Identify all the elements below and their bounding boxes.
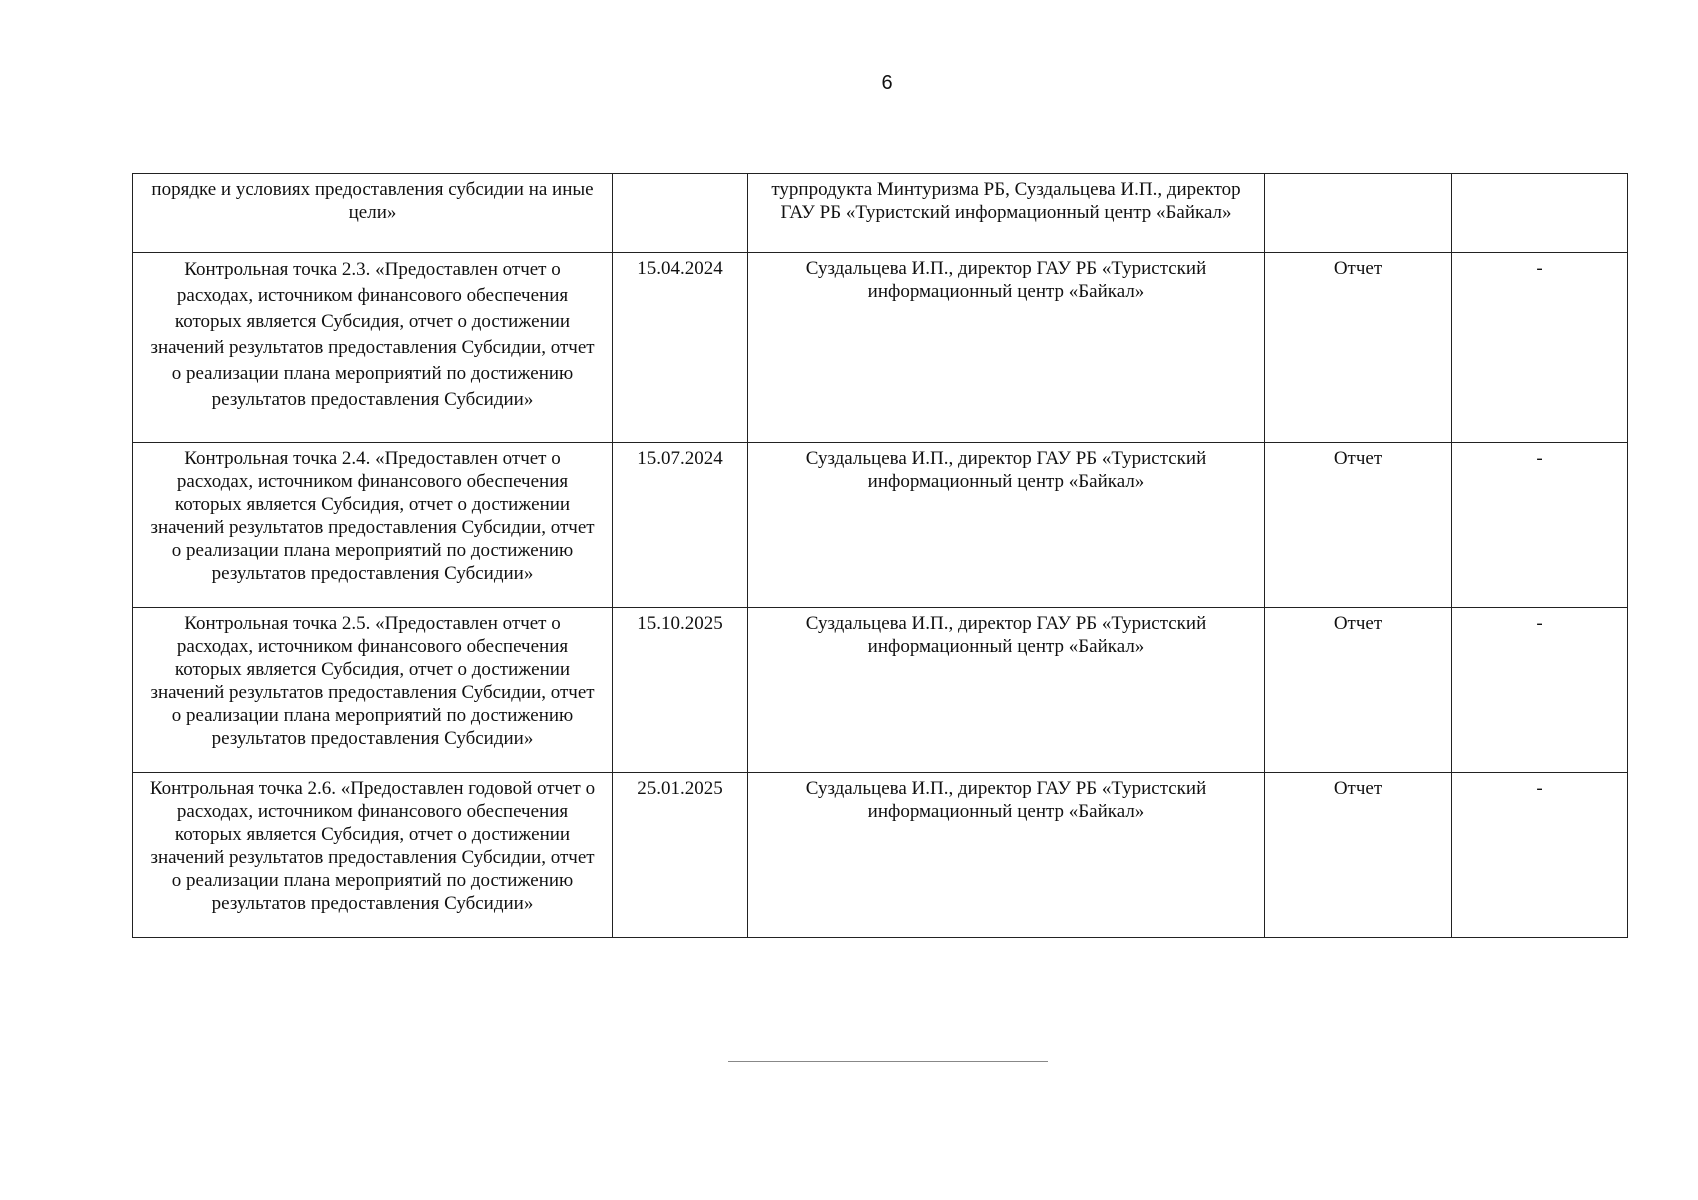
control-points-table [132,173,1628,938]
date-cell: 25.01.2025 [613,773,748,938]
date-cell: 15.07.2024 [613,443,748,608]
table-row [133,443,1628,608]
event-cell: Контрольная точка 2.6. «Предоставлен годовой отчет о расходах, источником финансового обеспечения которых является Субсидия, отчет о достижении значений результатов предоставления Субсидии, отчет о реализации плана мероприятий по достижению результатов предоставления Субсидии» [133,773,613,938]
document-cell: Отчет [1265,773,1452,938]
responsible-cell: Суздальцева И.П., директор ГАУ РБ «Туристский информационный центр «Байкал» [748,608,1265,773]
page-number: 6 [881,72,893,94]
document-cell: Отчет [1265,253,1452,443]
event-cell: Контрольная точка 2.4. «Предоставлен отчет о расходах, источником финансового обеспечения которых является Субсидия, отчет о достижении значений результатов предоставления Субсидии, отчет о реализации плана мероприятий по достижению результатов предоставления Субсидии» [133,443,613,608]
responsible-cell: Суздальцева И.П., директор ГАУ РБ «Туристский информационный центр «Байкал» [748,773,1265,938]
event-cell: Контрольная точка 2.3. «Предоставлен отчет о расходах, источником финансового обеспечения которых является Субсидия, отчет о достижении значений результатов предоставления Субсидии, отчет о реализации плана мероприятий по достижению результатов предоставления Субсидии» [133,253,613,443]
table-row [133,253,1628,443]
note-cell [1452,174,1628,253]
responsible-cell: Суздальцева И.П., директор ГАУ РБ «Туристский информационный центр «Байкал» [748,253,1265,443]
date-cell [613,174,748,253]
event-cell: порядке и условиях предоставления субсидии на иные цели» [133,174,613,253]
table-row [133,174,1628,253]
note-cell: - [1452,608,1628,773]
responsible-cell: турпродукта Минтуризма РБ, Суздальцева И.П., директор ГАУ РБ «Туристский информационный центр «Байкал» [748,174,1265,253]
date-cell: 15.04.2024 [613,253,748,443]
footer-separator-line [728,1061,1048,1062]
responsible-cell: Суздальцева И.П., директор ГАУ РБ «Туристский информационный центр «Байкал» [748,443,1265,608]
note-cell: - [1452,773,1628,938]
date-cell: 15.10.2025 [613,608,748,773]
note-cell: - [1452,253,1628,443]
table-row [133,773,1628,938]
document-cell [1265,174,1452,253]
event-cell: Контрольная точка 2.5. «Предоставлен отчет о расходах, источником финансового обеспечения которых является Субсидия, отчет о достижении значений результатов предоставления Субсидии, отчет о реализации плана мероприятий по достижению результатов предоставления Субсидии» [133,608,613,773]
document-cell: Отчет [1265,443,1452,608]
note-cell: - [1452,443,1628,608]
document-cell: Отчет [1265,608,1452,773]
table-row [133,608,1628,773]
